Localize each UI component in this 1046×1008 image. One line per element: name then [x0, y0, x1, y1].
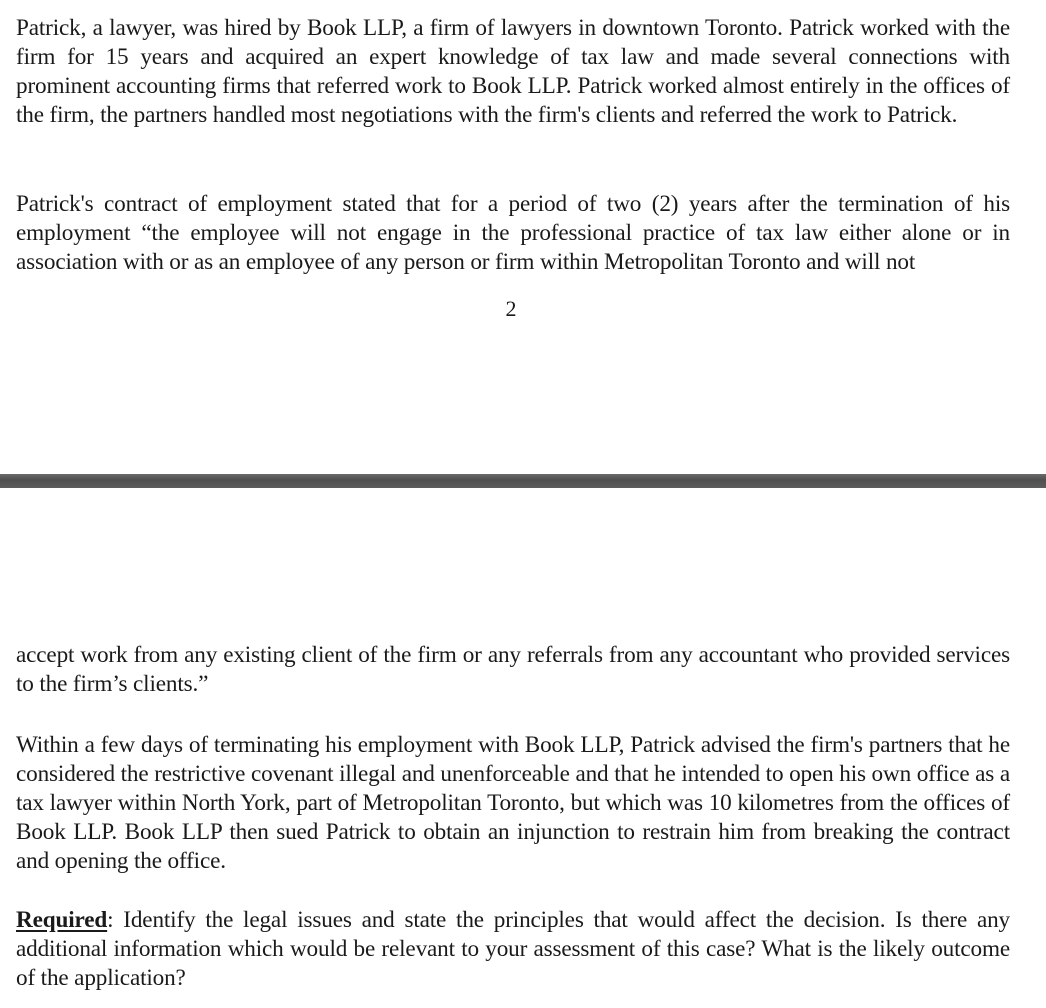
- paragraph-termination-events: Within a few days of terminating his employment with Book LLP, Patrick advised the firm's partners that he considered the restrictive covenant illegal and unenforceable and that he intended to open his own office as a tax lawyer within North York, part of Metropolitan Toronto, but which was 10 kilometres from the offices of Book LLP. Book LLP then sued Patrick to obtain an injunction to restrain him from breaking the contract and opening the office.: [16, 732, 1010, 874]
- document-page-bottom: [0, 488, 1046, 1008]
- document-page-top: [0, 0, 1046, 474]
- required-text: : Identify the legal issues and state the principles that would affect the decision. Is there any additional information which would be relevant to your assessment of this case? What is the likely outcome of the application?: [16, 907, 1010, 991]
- paragraph-contract-clause: Patrick's contract of employment stated that for a period of two (2) years after the termination of his employment “the employee will not engage in the professional practice of tax law either alone or in association with or as an employee of any person or firm within Metropolitan Toronto and will not: [16, 191, 1010, 275]
- paragraph-contract-clause-continued: accept work from any existing client of the firm or any referrals from any accountant who provided services to the firm’s clients.”: [16, 642, 1010, 697]
- paragraph-required: [16, 906, 1010, 993]
- page-separator: [0, 474, 1046, 488]
- page-number: 2: [505, 296, 517, 321]
- paragraph-case-facts: Patrick, a lawyer, was hired by Book LLP, a firm of lawyers in downtown Toronto. Patrick worked with the firm for 15 years and acquired an expert knowledge of tax law and made several connections with prominent accounting firms that referred work to Book LLP. Patrick worked almost entirely in the offices of the firm, the partners handled most negotiations with the firm's clients and referred the work to Patrick.: [16, 15, 1010, 128]
- required-label: Required: [16, 907, 108, 933]
